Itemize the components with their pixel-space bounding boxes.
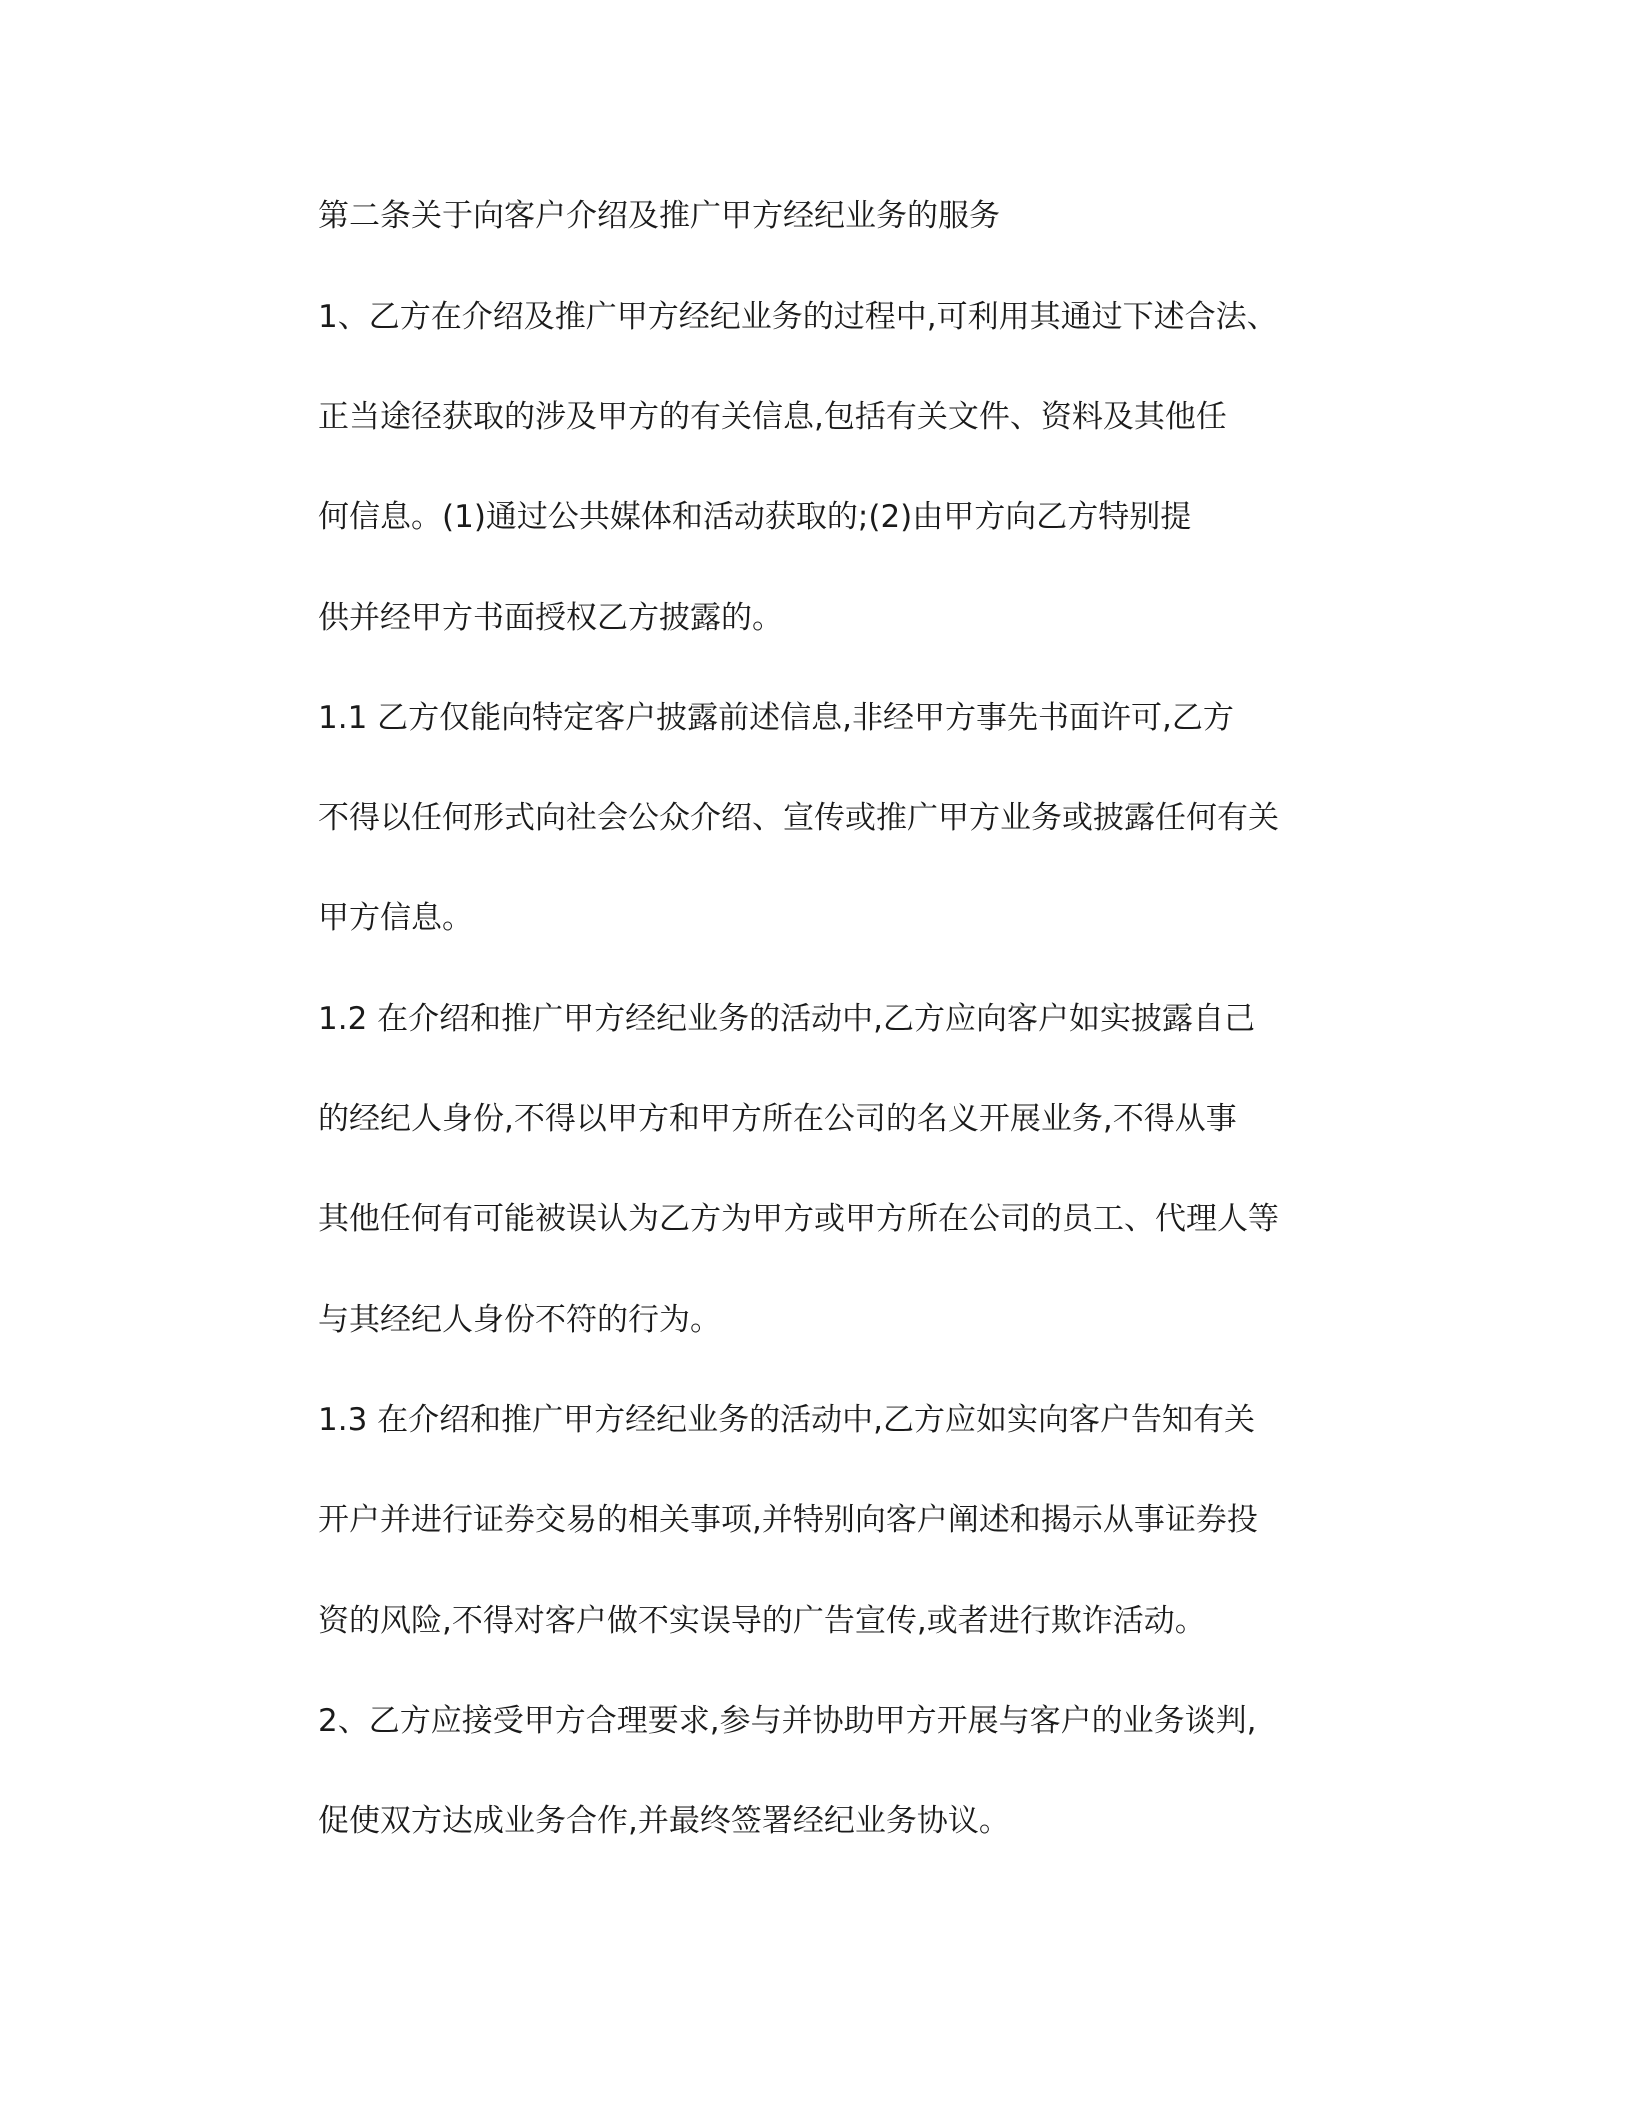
text-line: 资的风险,不得对客户做不实误导的广告宣传,或者进行欺诈活动。 [318,1603,1206,1639]
text-line: 正当途径获取的涉及甲方的有关信息,包括有关文件、资料及其他任 [318,399,1227,435]
text-line: 不得以任何形式向社会公众介绍、宣传或推广甲方业务或披露任何有关 [318,800,1279,836]
text-line: 1.3 在介绍和推广甲方经纪业务的活动中,乙方应如实向客户告知有关 [318,1402,1256,1438]
text-line: 的经纪人身份,不得以甲方和甲方所在公司的名义开展业务,不得从事 [318,1101,1237,1137]
text-line: 2、乙方应接受甲方合理要求,参与并协助甲方开展与客户的业务谈判, [318,1703,1257,1739]
text-line: 甲方信息。 [318,900,473,936]
text-line: 与其经纪人身份不符的行为。 [318,1302,721,1338]
text-line: 其他任何有可能被误认为乙方为甲方或甲方所在公司的员工、代理人等 [318,1201,1279,1237]
text-line: 开户并进行证券交易的相关事项,并特别向客户阐述和揭示从事证券投 [318,1502,1258,1538]
text-line: 1.1 乙方仅能向特定客户披露前述信息,非经甲方事先书面许可,乙方 [318,700,1234,736]
text-line: 何信息。(1)通过公共媒体和活动获取的;(2)由甲方向乙方特别提 [318,499,1192,535]
text-line: 促使双方达成业务合作,并最终签署经纪业务协议。 [318,1803,1010,1839]
article-heading: 第二条关于向客户介绍及推广甲方经纪业务的服务 [318,198,1000,234]
text-line: 1.2 在介绍和推广甲方经纪业务的活动中,乙方应向客户如实披露自己 [318,1001,1256,1037]
text-line: 1、乙方在介绍及推广甲方经纪业务的过程中,可利用其通过下述合法、 [318,299,1278,335]
text-line: 供并经甲方书面授权乙方披露的。 [318,600,783,636]
